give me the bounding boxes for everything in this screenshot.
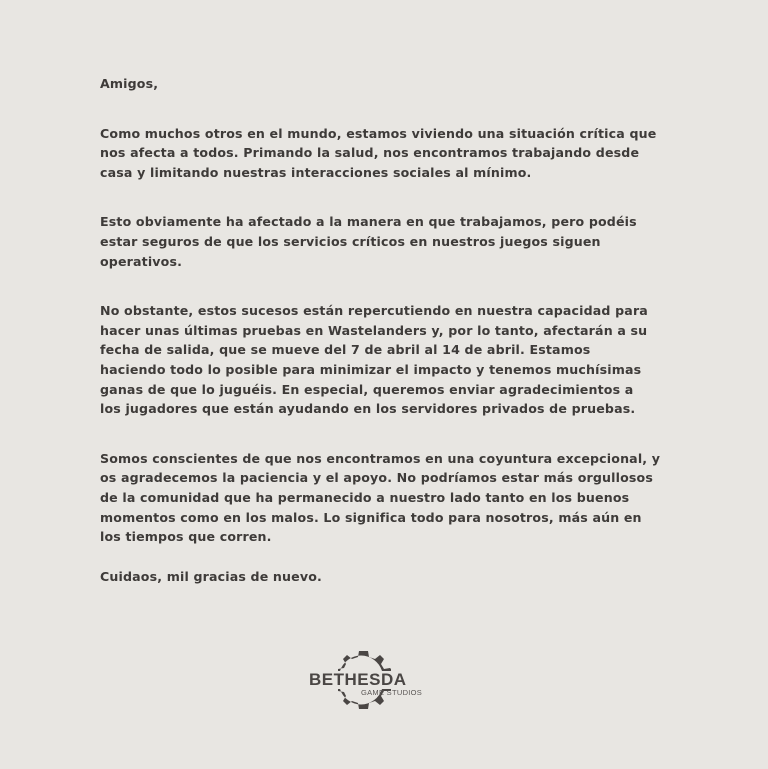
paragraph-4: Somos conscientes de que nos encontramos en una coyuntura excepcional, y os agradecemos la paciencia y el apoyo. No podríamos estar más orgullosos de la comunidad que ha permanecido a nuestro lado tanto en los buenos momentos como en los malos. Lo significa todo para nosotros, más aún en los tiempos que corren. [100, 450, 661, 545]
letter [100, 74, 700, 586]
greeting: Amigos, [100, 76, 159, 91]
paragraph-1: Como muchos otros en el mundo, estamos viviendo una situación crítica que nos afecta a todos. Primando la salud, nos encontramos trabajando desde casa y limitando nuestras interacciones sociales al mínimo. [100, 125, 657, 180]
paragraph-3: No obstante, estos sucesos están repercutiendo en nuestra capacidad para hacer unas últimas pruebas en Wastelanders y, por lo tanto, afectarán a su fecha de salida, que se mueve del 7 de abril al 14 de abril. Estamos haciendo todo lo posible para minimizar el impacto y tenemos muchísimas ganas de que lo juguéis. En especial, queremos enviar agradecimientos a los jugadores que están ayudando en los servidores privados de pruebas. [100, 303, 648, 417]
bethesda-logo [305, 645, 455, 715]
closing: Cuidaos, mil gracias de nuevo. [100, 568, 322, 584]
logo-wordmark: BETHESDA [309, 670, 407, 689]
paragraph-2: Esto obviamente ha afectado a la manera en que trabajamos, pero podéis estar seguros de que los servicios críticos en nuestros juegos siguen operativos. [100, 214, 637, 269]
logo-subtitle: GAME STUDIOS [361, 688, 423, 697]
